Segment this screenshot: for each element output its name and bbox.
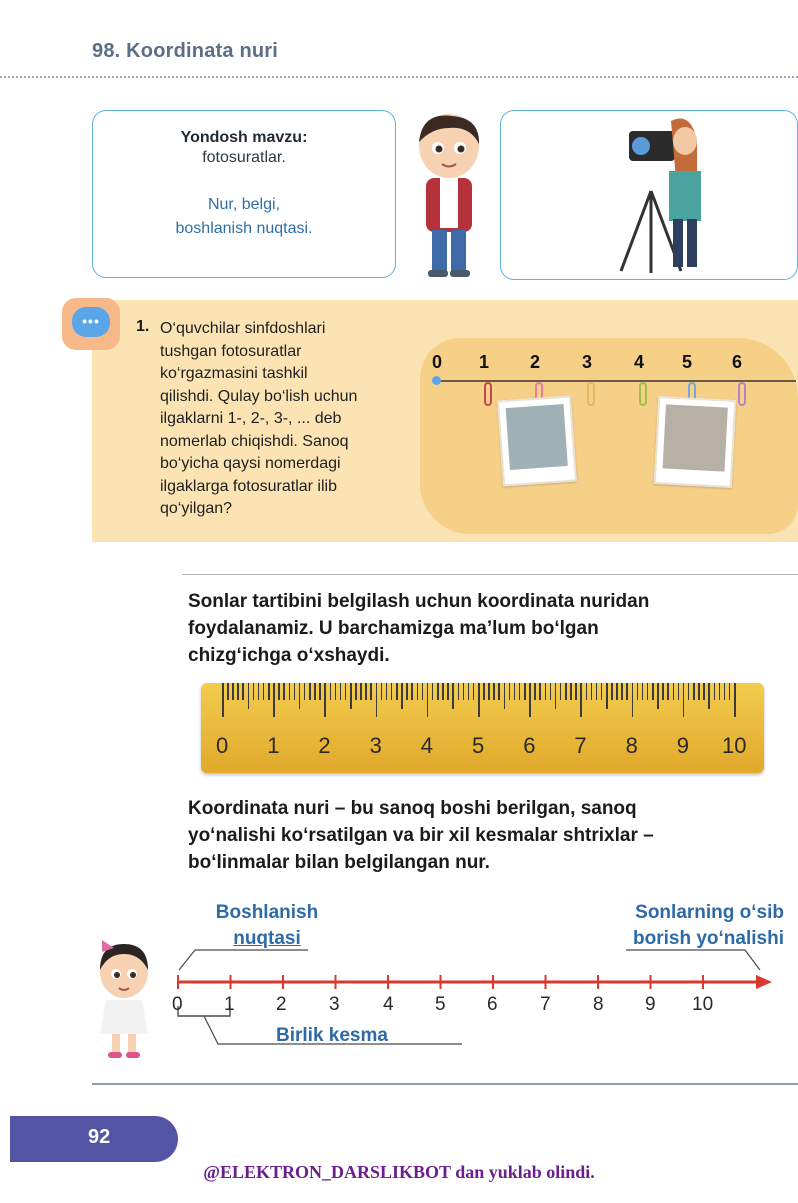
task-number: 1. [136, 318, 150, 335]
ray-number: 6 [487, 994, 498, 1015]
ruler-tick [473, 683, 475, 700]
ruler-tick [478, 683, 480, 717]
ruler-tick [667, 683, 669, 700]
ruler-tick [586, 683, 588, 700]
origin-label-line: Boshlanish [215, 902, 319, 923]
ruler-tick [626, 683, 628, 700]
ruler-tick [432, 683, 434, 700]
ruler-tick [381, 683, 383, 700]
ruler-tick [703, 683, 705, 700]
ruler [201, 683, 764, 773]
ray-number: 3 [329, 994, 340, 1015]
ruler-number: 5 [472, 733, 485, 758]
ruler-tick [719, 683, 721, 700]
ruler-tick [273, 683, 275, 717]
task-text [160, 318, 424, 521]
ruler-tick [673, 683, 675, 700]
ruler-tick [519, 683, 521, 700]
ruler-tick [534, 683, 536, 700]
chat-dots-icon: ••• [82, 313, 100, 329]
task-line: nomerlab chiqishdi. Sanoq [160, 432, 349, 450]
ruler-number: 3 [369, 733, 382, 758]
hook-number: 6 [732, 352, 743, 372]
ruler-tick [411, 683, 413, 700]
task-line: tushgan fotosuratlar [160, 342, 302, 360]
ruler-tick [596, 683, 598, 700]
ruler-tick [376, 683, 378, 717]
ruler-tick [575, 683, 577, 700]
boy-illustration [404, 112, 494, 282]
definition-line: bo‘linmalar bilan belgilangan nur. [188, 852, 490, 873]
task-line: bo‘yicha qaysi nomerdagi [160, 455, 341, 472]
ray-number: 8 [593, 994, 604, 1015]
ruler-tick [248, 683, 250, 709]
ruler-tick [258, 683, 260, 700]
task-line: ko‘rgazmasini tashkil [160, 365, 308, 382]
ruler-tick [555, 683, 557, 709]
ruler-tick [616, 683, 618, 700]
ruler-tick [335, 683, 337, 700]
ruler-tick [237, 683, 239, 700]
section-title: 98. Koordinata nuri [92, 40, 279, 62]
ruler-tick [299, 683, 301, 709]
photo-boy [654, 396, 736, 488]
paper-clip-icon [587, 382, 595, 406]
ruler-number: 1 [267, 733, 280, 758]
ruler-tick [642, 683, 644, 700]
photographer-box [500, 110, 798, 280]
ray-number: 4 [383, 994, 394, 1015]
ruler-tick [734, 683, 736, 717]
direction-label-line: borish yo‘nalishi [633, 928, 784, 949]
direction-leader-line [626, 950, 760, 970]
ruler-tick [565, 683, 567, 700]
ruler-tick [637, 683, 639, 700]
ruler-tick [662, 683, 664, 700]
ruler-tick [396, 683, 398, 700]
paper-clip-icon [639, 382, 647, 406]
hook-number: 0 [432, 352, 443, 372]
task-line: qo‘yilgan? [160, 500, 233, 517]
keywords [93, 193, 395, 241]
definition-line: yo‘nalishi ko‘rsatilgan va bir xil kesmalar shtrixlar – [188, 825, 654, 846]
chat-bubble-icon [72, 307, 110, 337]
ruler-tick [442, 683, 444, 700]
ray-number: 9 [645, 994, 656, 1015]
related-topic-text: fotosuratlar. [202, 149, 286, 166]
keywords-line: Nur, belgi, [207, 196, 281, 213]
ray-number: 2 [276, 994, 287, 1015]
girl-illustration [92, 936, 156, 1060]
ruler-tick [688, 683, 690, 700]
ruler-tick [314, 683, 316, 700]
ruler-tick [289, 683, 291, 700]
chat-icon [62, 298, 120, 350]
definition-paragraph [188, 795, 788, 876]
page-bottom-divider [92, 1083, 798, 1085]
header-divider [0, 76, 798, 78]
ruler-tick [437, 683, 439, 700]
ruler-tick [488, 683, 490, 700]
ruler-tick [458, 683, 460, 700]
ruler-tick [319, 683, 321, 700]
hook-numbers [432, 352, 792, 376]
ruler-tick [539, 683, 541, 700]
ruler-tick [483, 683, 485, 700]
keywords-line: boshlanish nuqtasi. [175, 220, 313, 237]
origin-leader-line [179, 950, 308, 970]
hook-number: 5 [682, 352, 693, 372]
ruler-tick [268, 683, 270, 700]
ruler-tick [365, 683, 367, 700]
ruler-number: 6 [523, 733, 536, 758]
ruler-tick [657, 683, 659, 709]
photographer-illustration [501, 111, 798, 280]
ruler-tick [468, 683, 470, 700]
ruler-tick [498, 683, 500, 700]
ruler-tick [370, 683, 372, 700]
ruler-tick [647, 683, 649, 700]
hook-number: 3 [582, 352, 593, 372]
ruler-tick [570, 683, 572, 700]
ruler-number: 10 [722, 733, 747, 758]
direction-label-line: Sonlarning o‘sib [635, 902, 784, 923]
intro-paragraph [188, 588, 788, 669]
ruler-tick [580, 683, 582, 717]
ray-number: 10 [692, 994, 714, 1015]
unit-segment-bracket [178, 1006, 230, 1016]
ruler-tick [545, 683, 547, 700]
ray-arrowhead [756, 975, 772, 989]
ruler-tick [683, 683, 685, 717]
ruler-tick [560, 683, 562, 700]
ruler-tick [227, 683, 229, 700]
photo-girl-image [506, 404, 568, 470]
task-line: O‘quvchilar sinfdoshlari [160, 320, 326, 337]
section-divider [182, 574, 798, 575]
ray-number: 1 [224, 994, 235, 1015]
unit-segment-label: Birlik kesma [276, 1025, 388, 1046]
hook-number: 1 [479, 352, 490, 372]
rope-start-knot [432, 376, 441, 385]
ruler-tick [550, 683, 552, 700]
ruler-tick [452, 683, 454, 709]
ruler-tick [621, 683, 623, 700]
ruler-tick [391, 683, 393, 700]
ruler-tick [591, 683, 593, 700]
task-line: ilgaklarni 1-, 2-, 3-, ... deb [160, 410, 342, 427]
ruler-tick [678, 683, 680, 700]
ruler-tick [263, 683, 265, 700]
ruler-tick [330, 683, 332, 700]
ruler-number: 0 [216, 733, 229, 758]
ruler-tick [345, 683, 347, 700]
ruler-tick [632, 683, 634, 717]
ruler-tick [693, 683, 695, 700]
ruler-tick [652, 683, 654, 700]
ray-number: 0 [172, 994, 183, 1015]
paper-clip-icon [484, 382, 492, 406]
ruler-tick [340, 683, 342, 700]
page-number: 92 [88, 1126, 111, 1148]
ray-number: 5 [435, 994, 446, 1015]
ruler-tick [309, 683, 311, 700]
ruler-tick [324, 683, 326, 717]
ruler-tick [401, 683, 403, 709]
footer-credit: @ELEKTRON_DARSLIKBOT dan yuklab olindi. [203, 1162, 595, 1182]
ruler-tick [509, 683, 511, 700]
ruler-tick [529, 683, 531, 717]
ruler-tick [504, 683, 506, 709]
ray-number: 7 [540, 994, 551, 1015]
ruler-tick [360, 683, 362, 700]
ruler-tick [294, 683, 296, 700]
ruler-tick [714, 683, 716, 700]
ruler-tick [304, 683, 306, 700]
related-topic-heading: Yondosh mavzu: [180, 129, 308, 146]
ruler-tick [406, 683, 408, 700]
ruler-tick [386, 683, 388, 700]
ruler-tick [493, 683, 495, 700]
ruler-tick [463, 683, 465, 700]
definition-line: Koordinata nuri – bu sanoq boshi berilgan, sanoq [188, 798, 637, 819]
task-line: ilgaklarga fotosuratlar ilib [160, 477, 337, 495]
hook-number: 2 [530, 352, 541, 372]
ruler-number: 7 [574, 733, 587, 758]
hook-number: 4 [634, 352, 645, 372]
ruler-tick [524, 683, 526, 700]
ruler-number: 2 [318, 733, 331, 758]
ruler-tick [283, 683, 285, 700]
ruler-tick [729, 683, 731, 700]
ruler-tick [708, 683, 710, 709]
origin-label-line: nuqtasi [233, 928, 301, 949]
ruler-tick [253, 683, 255, 700]
ruler-tick [724, 683, 726, 700]
ruler-tick [350, 683, 352, 709]
ruler-tick [698, 683, 700, 700]
intro-line: chizg‘ichga o‘xshaydi. [188, 645, 390, 666]
photo-boy-image [663, 404, 728, 471]
ruler-tick [232, 683, 234, 700]
ruler-tick [601, 683, 603, 700]
ruler-number: 8 [625, 733, 638, 758]
ruler-tick [606, 683, 608, 709]
ruler-tick [222, 683, 224, 717]
related-topic-box [92, 110, 396, 278]
ruler-number: 4 [420, 733, 434, 758]
task-line: qilishdi. Qulay bo‘lish uchun [160, 387, 358, 405]
ruler-tick [427, 683, 429, 717]
ruler-tick [447, 683, 449, 700]
ruler-tick [514, 683, 516, 700]
ruler-tick [242, 683, 244, 700]
paper-clip-icon [738, 382, 746, 406]
ruler-tick [611, 683, 613, 700]
photo-girl [497, 396, 577, 487]
intro-line: foydalanamiz. U barchamizga ma’lum bo‘lgan [188, 618, 599, 639]
ruler-tick [278, 683, 280, 700]
ruler-tick [422, 683, 424, 700]
ruler-tick [417, 683, 419, 700]
ruler-tick [355, 683, 357, 700]
intro-line: Sonlar tartibini belgilash uchun koordinata nuridan [188, 591, 650, 612]
ruler-number: 9 [676, 733, 690, 758]
